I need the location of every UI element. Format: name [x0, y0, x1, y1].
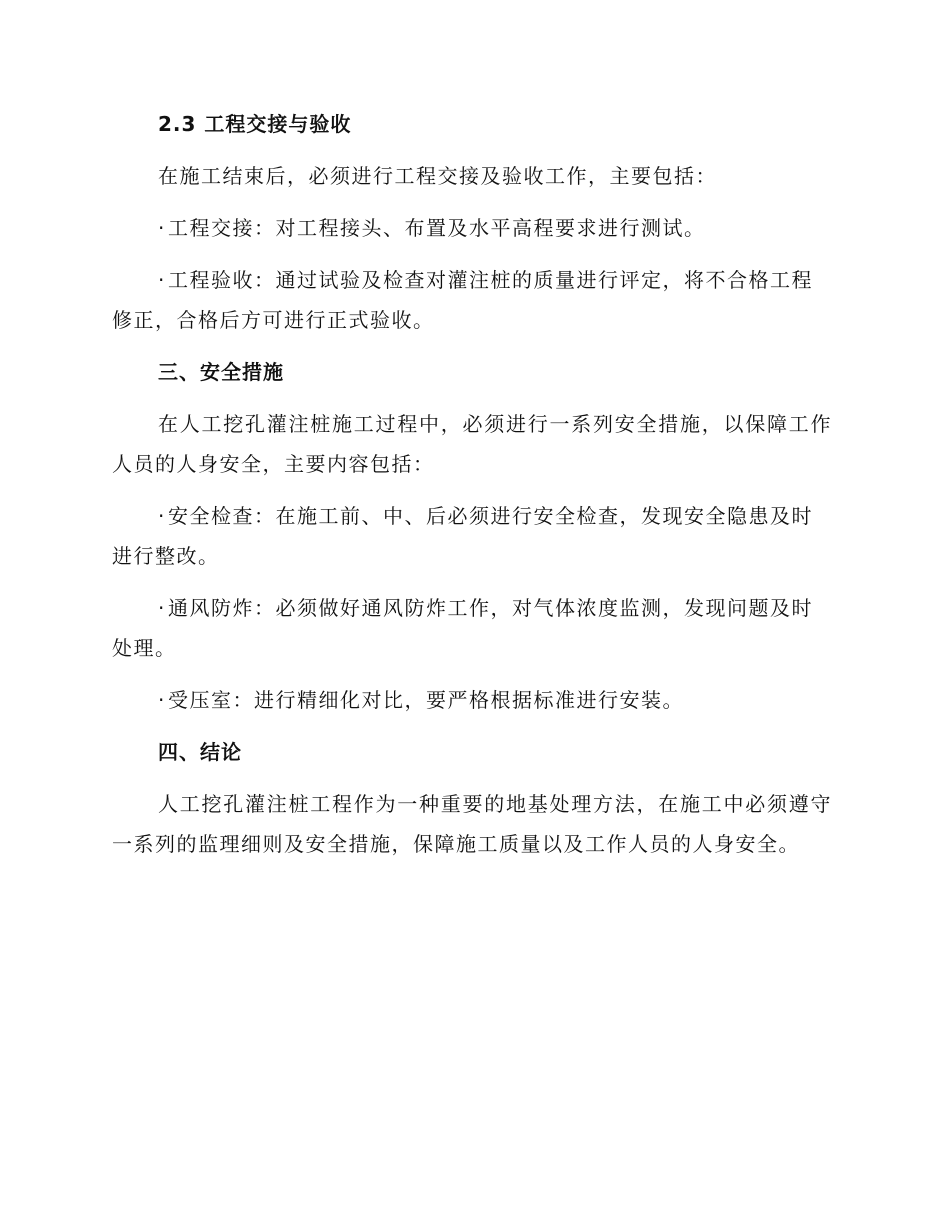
list-item-text: 安全检查：在施工前、中、后必须进行安全检查，发现安全隐患及时进行整改。 [112, 504, 813, 568]
bullet-glyph: · [158, 216, 166, 240]
list-item [112, 208, 832, 248]
section-4-heading: 四、结论 [158, 740, 242, 764]
list-item-text: 工程交接：对工程接头、布置及水平高程要求进行测试。 [168, 216, 706, 240]
bullet-glyph: · [158, 688, 166, 712]
list-item-text: 受压室：进行精细化对比，要严格根据标准进行安装。 [168, 688, 684, 712]
bullet-glyph: · [158, 504, 166, 528]
section-4-body: 人工挖孔灌注桩工程作为一种重要的地基处理方法，在施工中必须遵守一系列的监理细则及安全措施，保障施工质量以及工作人员的人身安全。 [112, 792, 832, 856]
section-3-heading: 三、安全措施 [158, 360, 284, 384]
list-item [112, 260, 832, 340]
section-2-3-intro: 在施工结束后，必须进行工程交接及验收工作，主要包括： [158, 164, 717, 188]
document-body [112, 104, 832, 864]
bullet-glyph: · [158, 268, 166, 292]
list-item [112, 588, 832, 668]
list-item-text: 工程验收：通过试验及检查对灌注桩的质量进行评定，将不合格工程修正，合格后方可进行正式验收。 [112, 268, 813, 332]
bullet-glyph: · [158, 596, 166, 620]
list-item-text: 通风防炸：必须做好通风防炸工作，对气体浓度监测，发现问题及时处理。 [112, 596, 813, 660]
section-3-intro: 在人工挖孔灌注桩施工过程中，必须进行一系列安全措施，以保障工作人员的人身安全，主要内容包括： [112, 412, 832, 476]
list-item [112, 496, 832, 576]
list-item [112, 680, 832, 720]
section-2-3-heading: 2.3 工程交接与验收 [158, 112, 352, 136]
